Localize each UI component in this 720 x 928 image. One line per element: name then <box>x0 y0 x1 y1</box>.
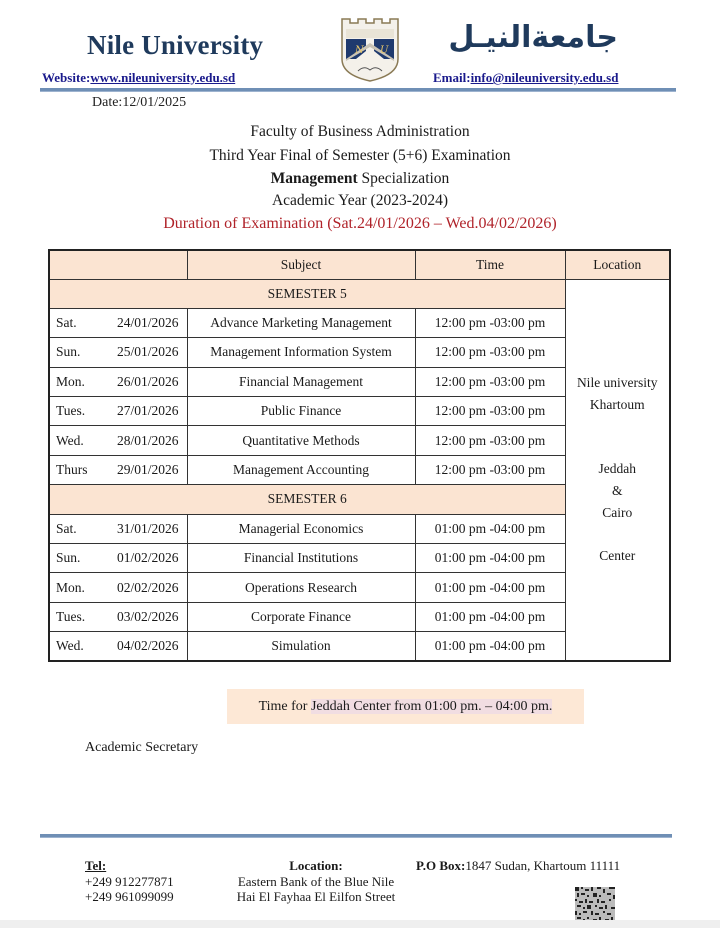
document-date: Date:12/01/2025 <box>92 95 187 110</box>
table-header-row <box>49 250 670 279</box>
tel-number: +249 961099099 <box>85 889 174 904</box>
specialization-suffix: Specialization <box>357 170 450 187</box>
page-bottom-strip <box>0 920 720 928</box>
exam-time: 01:00 pm -04:00 pm <box>415 573 565 602</box>
location-line: Center <box>599 548 636 564</box>
semester-row <box>49 279 670 308</box>
exam-subject: Financial Management <box>187 367 415 396</box>
exam-date: 03/02/2026 <box>99 602 187 631</box>
exam-date: 27/01/2026 <box>99 397 187 426</box>
specialization-title <box>0 168 720 190</box>
header-time: Time <box>415 250 565 279</box>
exam-day: Sun. <box>49 338 99 367</box>
faculty-title: Faculty of Business Administration <box>250 123 470 140</box>
exam-title: Third Year Final of Semester (5+6) Examination <box>209 147 511 164</box>
exam-date: 01/02/2026 <box>99 544 187 573</box>
location-line: Nile university <box>576 375 658 391</box>
exam-date: 24/01/2026 <box>99 308 187 337</box>
exam-day: Mon. <box>49 367 99 396</box>
po-value: 1847 Sudan, Khartoum 11111 <box>465 858 621 873</box>
exam-time: 12:00 pm -03:00 pm <box>415 308 565 337</box>
title-block <box>0 120 720 236</box>
email-line <box>433 70 618 86</box>
exam-date: 29/01/2026 <box>99 455 187 484</box>
note-prefix: Time for <box>258 699 311 714</box>
exam-subject: Public Finance <box>187 397 415 426</box>
exam-subject: Financial Institutions <box>187 544 415 573</box>
jeddah-time-note <box>227 689 584 724</box>
university-name-ar: جامعةالنيـل <box>448 20 618 55</box>
note-highlight: Jeddah Center from 01:00 pm. – 04:00 pm. <box>310 699 553 714</box>
exam-day: Tues. <box>49 602 99 631</box>
exam-date: 28/01/2026 <box>99 426 187 455</box>
exam-time: 01:00 pm -04:00 pm <box>415 632 565 661</box>
exam-subject: Management Accounting <box>187 455 415 484</box>
academic-year: Academic Year (2023-2024) <box>271 192 449 209</box>
exam-day: Wed. <box>49 632 99 661</box>
exam-time: 12:00 pm -03:00 pm <box>415 397 565 426</box>
qr-code-icon <box>575 887 615 923</box>
email-link[interactable]: info@nileuniversity.edu.sd <box>470 70 619 85</box>
exam-time: 12:00 pm -03:00 pm <box>415 367 565 396</box>
semester-6-label: SEMESTER 6 <box>49 485 565 514</box>
exam-day: Wed. <box>49 426 99 455</box>
exam-time: 01:00 pm -04:00 pm <box>415 514 565 543</box>
location-line: & <box>611 483 623 499</box>
exam-time: 01:00 pm -04:00 pm <box>415 602 565 631</box>
university-name-en: Nile University <box>87 30 264 60</box>
exam-subject: Simulation <box>187 632 415 661</box>
semester-5-label: SEMESTER 5 <box>49 279 565 308</box>
location-label: Location: <box>289 858 343 873</box>
exam-date: 26/01/2026 <box>99 367 187 396</box>
location-line: Jeddah <box>598 461 636 477</box>
header-location: Location <box>565 250 670 279</box>
location-address-line: Hai El Fayhaa El Eilfon Street <box>236 889 396 904</box>
logo-letter-n: N <box>355 45 364 56</box>
signoff-academic-secretary: Academic Secretary <box>85 740 199 755</box>
specialization-name: Management <box>270 170 358 187</box>
exam-duration: Duration of Examination (Sat.24/01/2026 – Wed.04/02/2026) <box>163 215 557 232</box>
exam-subject: Corporate Finance <box>187 602 415 631</box>
header-subject: Subject <box>187 250 415 279</box>
exam-schedule-table <box>48 249 671 662</box>
exam-subject: Advance Marketing Management <box>187 308 415 337</box>
footer-po-box <box>416 858 620 874</box>
exam-date: 04/02/2026 <box>99 632 187 661</box>
website-link[interactable]: www.nileuniversity.edu.sd <box>90 70 236 85</box>
footer-divider <box>40 834 672 838</box>
location-line: Cairo <box>602 505 633 521</box>
exam-day: Tues. <box>49 397 99 426</box>
exam-day: Sat. <box>49 514 99 543</box>
exam-date: 02/02/2026 <box>99 573 187 602</box>
exam-time: 01:00 pm -04:00 pm <box>415 544 565 573</box>
exam-date: 25/01/2026 <box>99 338 187 367</box>
po-label: P.O Box: <box>416 858 466 873</box>
exam-subject: Management Information System <box>187 338 415 367</box>
website-label: Website: <box>42 70 91 85</box>
exam-time: 12:00 pm -03:00 pm <box>415 338 565 367</box>
location-line: Khartoum <box>589 397 645 413</box>
exam-day: Sun. <box>49 544 99 573</box>
header-day-date <box>49 250 187 279</box>
tel-number: +249 912277871 <box>85 873 174 889</box>
exam-time: 12:00 pm -03:00 pm <box>415 426 565 455</box>
exam-day: Sat. <box>49 308 99 337</box>
header-divider <box>40 88 676 92</box>
footer-location <box>228 858 404 905</box>
exam-time: 12:00 pm -03:00 pm <box>415 455 565 484</box>
footer-telephone <box>85 858 174 905</box>
tel-label: Tel: <box>85 858 107 873</box>
exam-subject: Quantitative Methods <box>187 426 415 455</box>
logo-letter-u: U <box>380 45 389 56</box>
location-address-line: Eastern Bank of the Blue Nile <box>237 873 395 889</box>
exam-date: 31/01/2026 <box>99 514 187 543</box>
university-crest-icon <box>336 15 404 83</box>
location-cell <box>565 279 670 661</box>
exam-subject: Operations Research <box>187 573 415 602</box>
exam-subject: Managerial Economics <box>187 514 415 543</box>
email-label: Email: <box>433 70 471 85</box>
exam-day: Thurs <box>49 455 99 484</box>
website-line <box>42 70 235 86</box>
exam-day: Mon. <box>49 573 99 602</box>
